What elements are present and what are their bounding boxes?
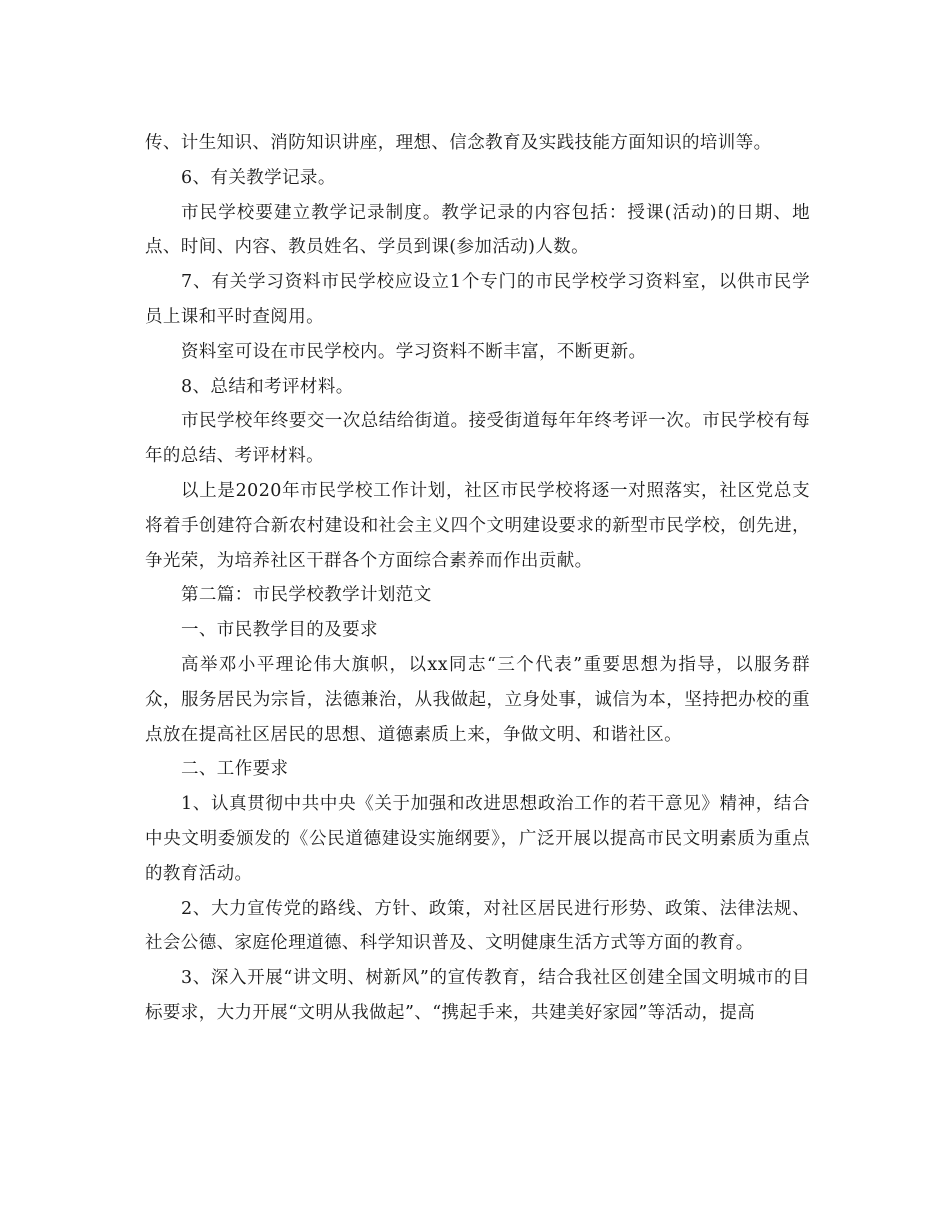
paragraph-8: 以上是2020年市民学校工作计划，社区市民学校将逐一对照落实，社区党总支将着手创建符合新农村建设和社会主义四个文明建设要求的新型市民学校，创先进，争光荣，为培养社区干群各个方面综合素养而作出贡献。 xyxy=(145,480,810,571)
paragraph-7: 市民学校年终要交一次总结给街道。接受街道每年年终考评一次。市民学校有每年的总结、考评材料。 xyxy=(145,411,810,467)
section-heading-teaching-goals: 一、市民教学目的及要求 xyxy=(181,620,378,641)
paragraph-3: 市民学校要建立教学记录制度。教学记录的内容包括：授课(活动)的日期、地点、时间、内容、教员姓名、学员到课(参加活动)人数。 xyxy=(145,202,810,258)
section-heading-part-two: 第二篇：市民学校教学计划范文 xyxy=(181,585,432,606)
paragraph-1: 传、计生知识、消防知识讲座，理想、信念教育及实践技能方面知识的培训等。 xyxy=(145,133,772,153)
paragraph-15: 3、深入开展“讲文明、树新风”的宣传教育，结合我社区创建全国文明城市的目标要求，大力开展“文明从我做起”、“携起手来，共建美好家园”等活动，提高 xyxy=(145,968,810,1023)
document-body xyxy=(145,126,810,1031)
paragraph-5: 资料室可设在市民学校内。学习资料不断丰富，不断更新。 xyxy=(181,341,647,362)
paragraph-13: 1、认真贯彻中共中央《关于加强和改进思想政治工作的若干意见》精神，结合中央文明委颁发的《公民道德建设实施纲要》，广泛开展以提高市民文明素质为重点的教育活动。 xyxy=(145,794,810,884)
paragraph-2: 6、有关教学记录。 xyxy=(181,167,336,188)
section-heading-work-requirements: 二、工作要求 xyxy=(181,759,289,780)
paragraph-4: 7、有关学习资料市民学校应设立1个专门的市民学校学习资料室，以供市民学员上课和平时查阅用。 xyxy=(145,272,810,327)
paragraph-11: 高举邓小平理论伟大旗帜，以xx同志“三个代表”重要思想为指导，以服务群众，服务居民为宗旨，法德兼治，从我做起，立身处事，诚信为本，坚持把办校的重点放在提高社区居民的思想、道德素质上来，争做文明、和谐社区。 xyxy=(145,654,810,745)
paragraph-14: 2、大力宣传党的路线、方针、政策，对社区居民进行形势、政策、法律法规、社会公德、家庭伦理道德、科学知识普及、文明健康生活方式等方面的教育。 xyxy=(145,898,810,954)
paragraph-6: 8、总结和考评材料。 xyxy=(181,376,354,397)
